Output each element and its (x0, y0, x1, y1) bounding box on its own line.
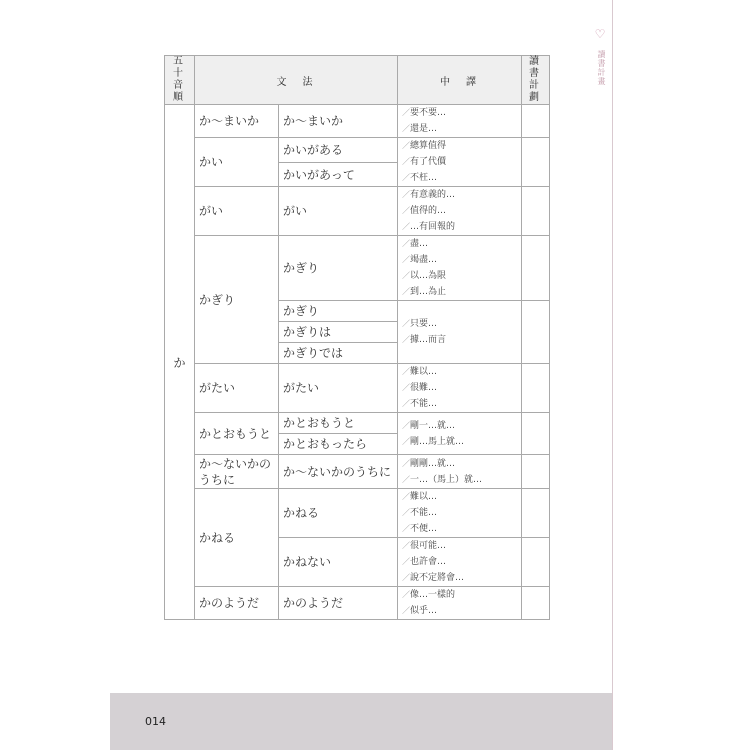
table-row (165, 364, 550, 413)
translation-line: ／ 剛剛…就… (402, 456, 517, 472)
page-footer-band (110, 693, 612, 750)
form-cell: か～まいか (279, 105, 398, 138)
translation-cell (398, 105, 522, 138)
translation-cell (398, 301, 522, 364)
plan-cell (522, 489, 550, 538)
form-cell: かとおもうと (279, 413, 398, 434)
form-cell: かぎり (279, 301, 398, 322)
translation-line: ／ 剛…馬上就… (402, 434, 517, 450)
plan-cell (522, 413, 550, 455)
translation-line: ／ 很難… (402, 380, 517, 396)
translation-line: ／ 不能… (402, 396, 517, 412)
header-study-plan: 讀書計劃 (522, 56, 550, 105)
table-row (165, 138, 550, 163)
translation-cell (398, 138, 522, 187)
form-cell: か～ないかのうちに (279, 455, 398, 489)
form-cell: かのようだ (279, 587, 398, 620)
translation-line: ／ 有意義的… (402, 187, 517, 203)
table-row (165, 413, 550, 434)
translation-line: ／ 很可能… (402, 538, 517, 554)
plan-cell (522, 364, 550, 413)
translation-cell (398, 587, 522, 620)
form-cell: かぎりは (279, 322, 398, 343)
translation-line: ／ 要不要… (402, 105, 517, 121)
table-header-row (165, 56, 550, 105)
translation-cell (398, 413, 522, 455)
translation-line: ／ 以…為限 (402, 268, 517, 284)
translation-line: ／ 總算值得 (402, 138, 517, 154)
translation-line: ／ 不便… (402, 521, 517, 537)
plan-cell (522, 587, 550, 620)
heart-icon: ♡ (594, 27, 606, 41)
group-cell: かねる (195, 489, 279, 587)
translation-line: ／ 有了代價 (402, 154, 517, 170)
translation-line: ／ 剛一…就… (402, 418, 517, 434)
translation-cell (398, 187, 522, 236)
translation-line: ／ 不枉… (402, 170, 517, 186)
translation-line: ／ 竭盡… (402, 252, 517, 268)
plan-cell (522, 138, 550, 187)
plan-cell (522, 538, 550, 587)
translation-cell (398, 455, 522, 489)
group-cell: か～ないかのうちに (195, 455, 279, 489)
side-tab-label: 讀書計畫 (597, 50, 606, 86)
plan-cell (522, 187, 550, 236)
table-row (165, 489, 550, 538)
page-edge-line (612, 0, 613, 750)
group-cell: がたい (195, 364, 279, 413)
translation-line: ／ 難以… (402, 364, 517, 380)
form-cell: かいがある (279, 138, 398, 163)
plan-cell (522, 236, 550, 301)
translation-line: ／ 似乎… (402, 603, 517, 619)
translation-line: ／ 只要… (402, 316, 517, 332)
group-cell: かい (195, 138, 279, 187)
form-cell: かぎりでは (279, 343, 398, 364)
translation-line: ／ 值得的… (402, 203, 517, 219)
form-cell: かねる (279, 489, 398, 538)
translation-line: ／ 一…（馬上）就… (402, 472, 517, 488)
header-grammar: 文 法 (195, 56, 398, 105)
table-row (165, 105, 550, 138)
group-cell: かとおもうと (195, 413, 279, 455)
translation-line: ／ 說不定將會… (402, 570, 517, 586)
group-cell: かぎり (195, 236, 279, 364)
plan-cell (522, 455, 550, 489)
kana-cell: か (165, 105, 195, 620)
header-translation: 中 譯 (398, 56, 522, 105)
form-cell: かぎり (279, 236, 398, 301)
plan-cell (522, 105, 550, 138)
translation-line: ／ 還是… (402, 121, 517, 137)
translation-line: ／ 像…一樣的 (402, 587, 517, 603)
translation-cell (398, 489, 522, 538)
form-cell: がたい (279, 364, 398, 413)
table-row (165, 587, 550, 620)
form-cell: かねない (279, 538, 398, 587)
translation-line: ／ 到…為止 (402, 284, 517, 300)
form-cell: かとおもったら (279, 434, 398, 455)
group-cell: がい (195, 187, 279, 236)
plan-cell (522, 301, 550, 364)
translation-line: ／ 盡… (402, 236, 517, 252)
translation-line: ／ 難以… (402, 489, 517, 505)
grammar-table (164, 55, 550, 620)
header-kana-order: 五十音順 (165, 56, 195, 105)
form-cell: かいがあって (279, 163, 398, 187)
table-row (165, 236, 550, 301)
translation-cell (398, 538, 522, 587)
table-row (165, 455, 550, 489)
form-cell: がい (279, 187, 398, 236)
group-cell: かのようだ (195, 587, 279, 620)
translation-line: ／ 不能… (402, 505, 517, 521)
page-number: 014 (145, 715, 166, 728)
table-row (165, 187, 550, 236)
translation-cell (398, 364, 522, 413)
translation-line: ／ 也許會… (402, 554, 517, 570)
group-cell: か～まいか (195, 105, 279, 138)
translation-line: ／ …有回報的 (402, 219, 517, 235)
translation-line: ／ 據…而言 (402, 332, 517, 348)
translation-cell (398, 236, 522, 301)
